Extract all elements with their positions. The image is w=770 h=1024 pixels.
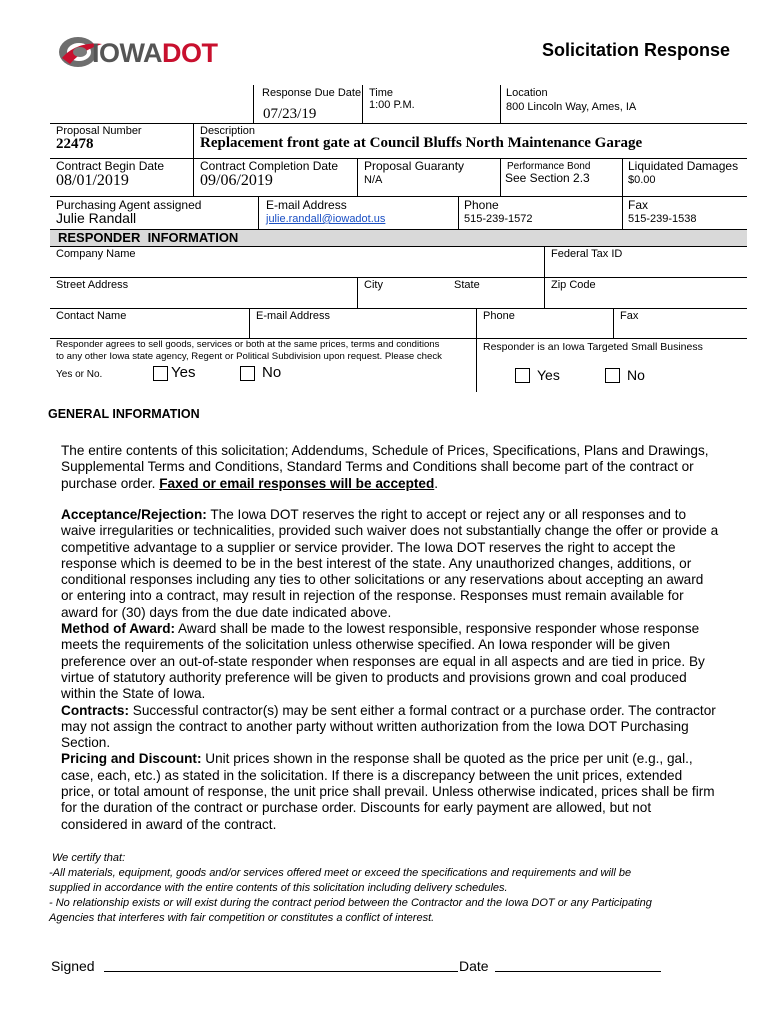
pricing-line: price, or total amount of response, the unit price shall prevail. Unless otherwise indicated, prices shall be firm: [61, 784, 715, 800]
contact-name-label: Contact Name: [56, 310, 127, 322]
acceptance-line: conditional responses including any ties to other solicitations or any reservations about accepting an award: [61, 572, 704, 588]
response-due-date-label: Response Due Date: [262, 87, 362, 99]
contracts-line: Section.: [61, 735, 111, 751]
agent-fax-label: Fax: [628, 198, 649, 212]
contract-completion-value: 09/06/2019: [200, 172, 273, 189]
acceptance-paragraph: Acceptance/Rejection: The Iowa DOT reserves the right to accept or reject any or all responses and to waive irregularities or technicalities, provided such waiver does not substantially change the offer or provide a competitive advantage to a supplier or service provider. The Iowa DOT reserves the right to accept the response which is deemed to be in the best interest of the state. Any unauthorized changes, additions, or conditional responses including any ties to other solicitations or any reservations about accepting an award or entering into a contract, may result in rejection of the response. Responses must remain available for award for (30) days from the due date indicated above. Method of Award: Award shall be made to the lowest responsible, responsive responder whose response meets the requirements of the solicitation unless otherwise specified. An Iowa responder will be given preference over an out-of-state responder when responses are equal in all aspects and are tied in price. By virtue of statutory authority preference will be given to products and provisions grown and coal produced within the State of Iowa. Contracts: Successful contractor(s) may be sent either a formal contract or a purchase order. The contractor may not assign the contract to another party without written authorization from the Iowa DOT Purchasing Section. Pricing and Discount: Unit prices shown in the response shall be quoted as the price per unit (e.g., gal., case, each, etc.) as stated in the solicitation. If there is a discrepancy between the unit prices, extended price, or total amount of response, the unit price shall prevail. Unless otherwise indicated, prices shall be firm for the duration of the contract or purchase order. Discounts for early payment are allowed, but not considered in award of the contract.: [61, 507, 741, 833]
general-info-heading: GENERAL INFORMATION: [48, 407, 200, 421]
pricing-line: for the duration of the contract or purchase order. Discounts for early payment are allowed, but not: [61, 800, 652, 816]
intro-paragraph: [61, 443, 741, 492]
street-address-label: Street Address: [56, 279, 129, 291]
description-value: Replacement front gate at Council Bluffs North Maintenance Garage: [200, 135, 643, 151]
award-line: preference over an out-of-state responder when responses are equal in all aspects and are tied in price. By: [61, 653, 705, 669]
time-label: Time: [369, 87, 394, 99]
responder-email-label: E-mail Address: [256, 310, 330, 322]
tsb-yes-checkbox[interactable]: [515, 368, 530, 383]
contract-completion-label: Contract Completion Date: [200, 159, 339, 173]
award-line: within the State of Iowa.: [61, 686, 206, 702]
street-address-field[interactable]: [51, 291, 356, 307]
performance-bond-value: See Section 2.3: [505, 171, 590, 185]
acceptance-line: award for (30) days from the due date indicated above.: [61, 604, 392, 620]
agent-email-label: E-mail Address: [266, 198, 347, 212]
location-label: Location: [506, 87, 548, 99]
responder-section-title: RESPONDER INFORMATION: [58, 230, 239, 245]
federal-tax-id-label: Federal Tax ID: [551, 248, 623, 260]
iowa-dot-logo: [58, 32, 218, 72]
zip-code-field[interactable]: [545, 291, 746, 307]
page-title: Solicitation Response: [541, 40, 730, 60]
award-heading: Method of Award:: [61, 621, 176, 637]
intro-line: Supplemental Terms and Conditions, Standard Terms and Conditions shall become part of the contract or: [61, 459, 694, 475]
contact-name-field[interactable]: [51, 322, 248, 337]
agent-email-link[interactable]: julie.randall@iowadot.us: [266, 213, 386, 225]
zip-code-label: Zip Code: [551, 279, 596, 291]
proposal-guaranty-value: N/A: [364, 174, 383, 186]
acceptance-line: waive irregularities or technicalities, provided such waiver does not substantially change the offer or provide a: [61, 523, 719, 539]
date-label: Date: [459, 958, 489, 974]
agree-yes-label: Yes: [171, 364, 196, 381]
federal-tax-id-field[interactable]: [545, 260, 746, 276]
location-value: 800 Lincoln Way, Ames, IA: [506, 101, 637, 113]
proposal-number-label: Proposal Number: [56, 125, 142, 137]
agent-fax-value: 515-239-1538: [628, 213, 697, 225]
certification-line: supplied in accordance with the entire contents of this solicitation including delivery schedules.: [49, 882, 508, 894]
proposal-guaranty-label: Proposal Guaranty: [364, 159, 465, 173]
yes-or-no-label: Yes or No.: [56, 369, 103, 380]
responder-fax-label: Fax: [620, 310, 639, 322]
agree-no-checkbox[interactable]: [240, 366, 255, 381]
intro-line-last: purchase order. Faxed or email responses will be accepted.: [61, 475, 439, 491]
award-line: virtue of statutory authority preference will be given to products and provisions grown and coal produced: [61, 669, 687, 685]
purchasing-agent-value: Julie Randall: [56, 210, 137, 226]
city-label: City: [364, 279, 383, 291]
certification-line: - No relationship exists or will exist during the contract period between the Contractor and the Iowa DOT or any Participating: [49, 897, 652, 909]
signature-line[interactable]: [104, 971, 458, 972]
agree-text-line-2: to any other Iowa state agency, Regent or Political Subdivision upon request. Please check: [56, 351, 442, 362]
award-line: meets the requirements of the solicitation unless otherwise specified. An Iowa responder will be given: [61, 637, 671, 653]
agent-phone-value: 515-239-1572: [464, 213, 533, 225]
acceptance-line: or entering into a contract, may result in rejection of the response. Responses must remain available for: [61, 588, 684, 604]
date-line[interactable]: [495, 971, 661, 972]
company-name-field[interactable]: [51, 260, 543, 276]
responder-phone-field[interactable]: [477, 322, 612, 337]
acceptance-line: response which is deemed to be in the best interest of the state. Any unauthorized changes, additions, or: [61, 555, 692, 571]
intro-line: The entire contents of this solicitation; Addendums, Schedule of Prices, Specifications, Plans and Drawings,: [61, 443, 709, 458]
contract-begin-label: Contract Begin Date: [56, 159, 165, 173]
performance-bond-label: Performance Bond: [507, 161, 591, 172]
certification-line: -All materials, equipment, goods and/or services offered meet or exceed the specifications and requirements and will be: [49, 867, 632, 879]
acceptance-heading: Acceptance/Rejection:: [61, 507, 207, 522]
logo-text: IOWADOT: [92, 38, 218, 68]
certification-block: [49, 851, 749, 926]
agree-yes-checkbox[interactable]: [153, 366, 168, 381]
proposal-number: 22478: [56, 136, 94, 152]
response-due-date: 07/23/19: [263, 106, 317, 122]
contract-begin-value: 08/01/2019: [56, 172, 129, 189]
liquidated-damages-label: Liquidated Damages: [628, 159, 739, 173]
liquidated-damages-value: $0.00: [628, 174, 656, 186]
tsb-no-checkbox[interactable]: [605, 368, 620, 383]
agree-text-line-1: Responder agrees to sell goods, services or both at the same prices, terms and conditions: [56, 339, 440, 350]
agree-text: [56, 339, 442, 363]
faxed-email-emphasis: Faxed or email responses will be accepted: [159, 475, 435, 491]
time-value: 1:00 P.M.: [369, 99, 415, 111]
agree-no-label: No: [262, 364, 282, 381]
state-field[interactable]: [452, 291, 542, 307]
company-name-label: Company Name: [56, 248, 136, 260]
certification-line: Agencies that interferes with fair competition or constitutes a conflict of interest.: [49, 912, 435, 924]
pricing-line: considered in award of the contract.: [61, 816, 277, 832]
contracts-heading: Contracts:: [61, 702, 129, 718]
description-label: Description: [200, 125, 256, 137]
pricing-line: case, each, etc.) as stated in the solicitation. If there is a discrepancy between the unit prices, extended: [61, 767, 683, 783]
state-label: State: [454, 279, 480, 291]
signed-label: Signed: [51, 958, 95, 974]
purchasing-agent-label: Purchasing Agent assigned: [56, 198, 202, 212]
tsb-yes-label: Yes: [537, 367, 560, 383]
acceptance-line: competitive advantage to a supplier or service provider. The Iowa DOT reserves the right to accept the: [61, 539, 676, 555]
responder-phone-label: Phone: [483, 310, 515, 322]
responder-email-field[interactable]: [250, 322, 475, 337]
contracts-line: may not assign the contract to another party without written authorization from the Iowa DOT Purchasing: [61, 718, 689, 734]
pricing-heading: Pricing and Discount:: [61, 751, 202, 767]
responder-fax-field[interactable]: [614, 322, 746, 337]
certification-line: We certify that:: [52, 852, 126, 864]
targeted-business-label: Responder is an Iowa Targeted Small Business: [483, 341, 703, 353]
tsb-no-label: No: [627, 367, 645, 383]
city-field[interactable]: [358, 291, 450, 307]
agent-phone-label: Phone: [464, 198, 499, 212]
